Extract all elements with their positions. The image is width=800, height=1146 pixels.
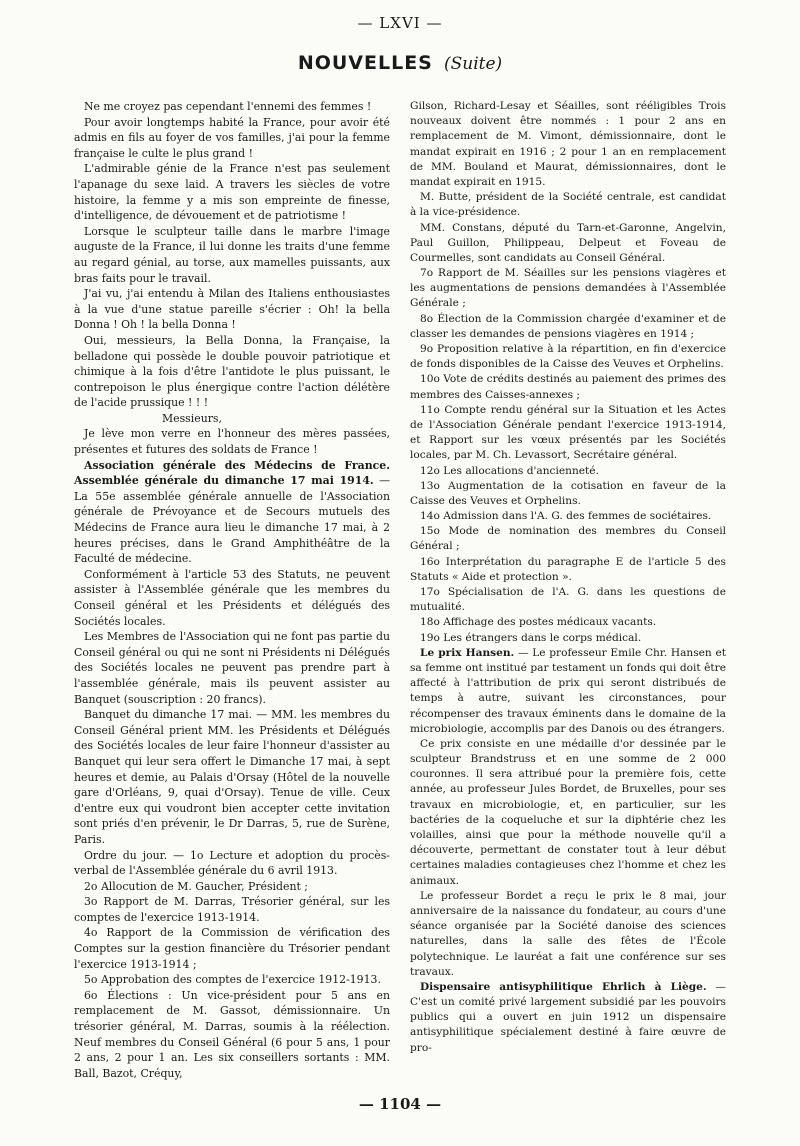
- paragraph-text: MM. Constans, député du Tarn-et-Garonne, Angelvin, Paul Guillon, Philippeau, Delpeut et Foveau de Courmelles, sont candidats au Conseil Général.: [410, 221, 726, 264]
- paragraph-text: Ordre du jour. — 1o Lecture et adoption du procès-verbal de l'Assemblée générale du 6 avril 1913.: [74, 848, 390, 878]
- paragraph-lead-in: Association générale des Médecins de France. Assemblée générale du dimanche 17 mai 1914.: [74, 458, 390, 488]
- page-folio: — 1104 —: [358, 1095, 442, 1113]
- paragraph: [410, 342, 726, 372]
- paragraph-text: Ne me croyez pas cependant l'ennemi des femmes !: [84, 100, 372, 113]
- paragraph: [410, 403, 726, 464]
- paragraph-text: 15o Mode de nomination des membres du Conseil Général ;: [410, 525, 726, 553]
- paragraph: [74, 972, 390, 988]
- paragraph-text: J'ai vu, j'ai entendu à Milan des Italiens enthousiastes à la vue d'une statue pareille s'écrier : Oh! la bella Donna ! Oh ! la bella Donna !: [74, 287, 390, 332]
- paragraph-text: 7o Rapport de M. Séailles sur les pensions viagères et les augmentations de pensions demandées à l'Assemblée Générale ;: [410, 267, 726, 310]
- heading-title: NOUVELLES: [297, 52, 433, 74]
- paragraph: [410, 479, 726, 509]
- paragraph: [410, 312, 726, 342]
- paragraph: [74, 161, 390, 223]
- paragraph-text: Messieurs,: [162, 411, 222, 425]
- paragraph: [74, 988, 390, 1082]
- paragraph: [74, 426, 390, 457]
- paragraph-text: — C'est un comité privé largement subsidié par les pouvoirs publics qui a ouvert en juin 1912 un dispensaire antisyphilitique spécialement destiné à faire œuvre de pro-: [410, 980, 726, 1054]
- paragraph: [74, 894, 390, 925]
- paragraph-text: 14o Admission dans l'A. G. des femmes de sociétaires.: [420, 510, 712, 523]
- paragraph: [410, 889, 726, 980]
- heading-subtitle: (Suite): [443, 54, 503, 74]
- paragraph-text: Gilson, Richard-Lesay et Séailles, sont rééligibles Trois nouveaux doivent être nommés : 1 pour 2 ans en remplacement de M. Vimont, démissionnaire, dont le mandat expirait en 1916 ; 2 pour 1 an en remplacement de MM. Bouland et Maurat, démissionnaires, dont le mandat expirait en 1915.: [410, 100, 726, 188]
- paragraph-lead-in: Le prix Hansen.: [420, 646, 515, 659]
- paragraph-text: Les Membres de l'Association qui ne font pas partie du Conseil général ou qui ne sont ni Présidents ni Délégués des Sociétés locales ne peuvent pas prendre part à l'assemblée générale, mais ils peuvent assister au Banquet (souscription : 20 francs).: [74, 630, 390, 706]
- paragraph-text: L'admirable génie de la France n'est pas seulement l'apanage du sexe laid. A travers les siècles de votre histoire, la femme y a mis son empreinte de finesse, d'intelligence, de dévouement et de patriotisme !: [74, 162, 390, 223]
- paragraph: [410, 555, 726, 585]
- paragraph-text: 19o Les étrangers dans le corps médical.: [420, 631, 642, 644]
- roman-page-number: — LXVI —: [357, 14, 443, 32]
- paragraph: [74, 879, 390, 895]
- paragraph-text: 6o Élections : Un vice-président pour 5 ans en remplacement de M. Gassot, démissionnaire. Un trésorier général, M. Darras, soumis à la réélection. Neuf membres du Conseil Général (6 pour 5 ans, 1 pour 2 ans, 2 pour 1 an. Les six conseillers sortants : MM. Ball, Bazot, Créquy,: [74, 988, 390, 1080]
- paragraph: [410, 585, 726, 615]
- paragraph-text: Ce prix consiste en une médaille d'or dessinée par le sculpteur Brandstruss et en une somme de 2 000 couronnes. Il sera attribué pour la première fois, cette année, au professeur Jules Bordet, de Bruxelles, pour ses travaux en microbiologie, et, en particulier, sur les bactéries de la coqueluche et sur la diphtérie chez les volailles, ainsi que pour la méthode nouvelle qu'il a découverte, permettant de constater tout à leur début certaines maladies contagieuses chez l'homme et chez les animaux.: [410, 737, 726, 887]
- left-column: [74, 99, 390, 1081]
- paragraph-text: 16o Interprétation du paragraphe E de l'article 5 des Statuts « Aide et protection ».: [410, 555, 726, 583]
- paragraph: [74, 99, 390, 115]
- paragraph-text: — Le professeur Emile Chr. Hansen et sa femme ont institué par testament un fonds qui doit être affecté à l'attribution de prix qui seront distribués de temps à autre, suivant les circonstances, pour récompenser des travaux éminents dans le domaine de la microbiologie, accomplis par des Danois ou des étrangers.: [410, 646, 726, 735]
- paragraph: [74, 629, 390, 707]
- paragraph-text: 17o Spécialisation de l'A. G. dans les questions de mutualité.: [410, 586, 726, 614]
- paragraph: [410, 509, 726, 524]
- paragraph-text: 3o Rapport de M. Darras, Trésorier général, sur les comptes de l'exercice 1913-1914.: [74, 895, 390, 924]
- paragraph: [410, 615, 726, 630]
- paragraph-text: 8o Élection de la Commission chargée d'examiner et de classer les demandes de pensions viagères en 1914 ;: [410, 312, 726, 340]
- paragraph: [74, 848, 390, 879]
- paragraph: [410, 737, 726, 889]
- paragraph-text: 9o Proposition relative à la répartition, en fin d'exercice de fonds disponibles de la Caisse des Veuves et Orphelins.: [410, 343, 726, 371]
- paragraph-text: Le professeur Bordet a reçu le prix le 8 mai, jour anniversaire de la naissance du fondateur, au cours d'une séance organisée par la Société danoise des sciences naturelles, dans la salle des fêtes de l'École polytechnique. Le lauréat a fait une conférence sur ses travaux.: [410, 889, 726, 978]
- paragraph: [74, 115, 390, 162]
- paragraph: [410, 646, 726, 737]
- paragraph: [74, 458, 390, 567]
- paragraph: [410, 980, 726, 1056]
- paragraph: [410, 266, 726, 312]
- paragraph-text: Oui, messieurs, la Bella Donna, la Française, la belladone qui possède le double pouvoir patriotique et chimique à la fois d'être l'antidote le plus puissant, le contrepoison le plus énergique contre l'action délétère de l'acide prussique ! ! !: [74, 333, 390, 410]
- paragraph: [410, 190, 726, 220]
- paragraph: [74, 333, 390, 411]
- paragraph: [74, 925, 390, 972]
- paragraph-text: — La 55e assemblée générale annuelle de l'Association générale de Prévoyance et de Secours mutuels des Médecins de France aura lieu le dimanche 17 mai, à 2 heures précises, dans le Grand Amphithéâtre de la Faculté de médecine.: [74, 474, 391, 566]
- paragraph-text: Je lève mon verre en l'honneur des mères passées, présentes et futures des soldats de France !: [74, 427, 390, 457]
- paragraph-text: 11o Compte rendu général sur la Situation et les Actes de l'Association Générale pendant l'exercice 1913-1914, et Rapport sur les vœux présentés par les Sociétés locales, par M. Ch. Levassort, Secrétaire général.: [410, 403, 726, 462]
- paragraph: [410, 631, 726, 646]
- paragraph: [410, 221, 726, 267]
- paragraph: [74, 707, 390, 847]
- paragraph: [410, 524, 726, 554]
- paragraph-text: Banquet du dimanche 17 mai. — MM. les membres du Conseil Général prient MM. les Présidents et Délégués des Sociétés locales de leur faire l'honneur d'assister au Banquet qui leur sera offert le Dimanche 17 mai, à sept heures et demie, au Palais d'Orsay (Hôtel de la nouvelle gare d'Orléans, 9, quai d'Orsay). Tenue de ville. Ceux d'entre eux qui voudront bien accepter cette invitation sont priés d'en prévenir, le Dr Darras, 5, rue de Surène, Paris.: [74, 708, 390, 846]
- right-column: [410, 99, 726, 1056]
- paragraph-text: 4o Rapport de la Commission de vérification des Comptes sur la gestion financière du Trésorier pendant l'exercice 1913-1914 ;: [74, 926, 390, 971]
- paragraph: [410, 99, 726, 190]
- paragraph-text: 12o Les allocations d'ancienneté.: [420, 464, 599, 477]
- paragraph-text: 13o Augmentation de la cotisation en faveur de la Caisse des Veuves et Orphelins.: [410, 479, 726, 507]
- paragraph-text: M. Butte, président de la Société centrale, est candidat à la vice-présidence.: [410, 191, 726, 219]
- paragraph-text: 10o Vote de crédits destinés au paiement des primes des membres des Caisses-annexes ;: [410, 373, 726, 401]
- paragraph-text: 5o Approbation des comptes de l'exercice 1912-1913.: [84, 973, 381, 987]
- paragraph-text: Pour avoir longtemps habité la France, pour avoir été admis en fils au foyer de vos familles, j'ai pour la femme française le culte le plus grand !: [74, 115, 390, 160]
- paragraph-text: Lorsque le sculpteur taille dans le marbre l'image auguste de la France, il lui donne les traits d'une femme au regard génial, au torse, aux mamelles puissants, aux bras faits pour le travail.: [74, 224, 390, 285]
- paragraph: [410, 372, 726, 402]
- paragraph: [74, 286, 390, 333]
- paragraph-text: Conformément à l'article 53 des Statuts, ne peuvent assister à l'Assemblée générale que les membres du Conseil général et les Présidents et délégués des Sociétés locales.: [74, 567, 390, 628]
- paragraph-lead-in: Dispensaire antisyphilitique Ehrlich à Liège.: [420, 980, 707, 993]
- paragraph: [410, 464, 726, 479]
- paragraph: [74, 224, 390, 286]
- paragraph-text: 2o Allocution de M. Gaucher, Président ;: [84, 879, 308, 893]
- section-heading: [0, 52, 800, 74]
- paragraph-text: 18o Affichage des postes médicaux vacants.: [420, 616, 657, 629]
- paragraph: [74, 567, 390, 629]
- paragraph: [74, 411, 390, 427]
